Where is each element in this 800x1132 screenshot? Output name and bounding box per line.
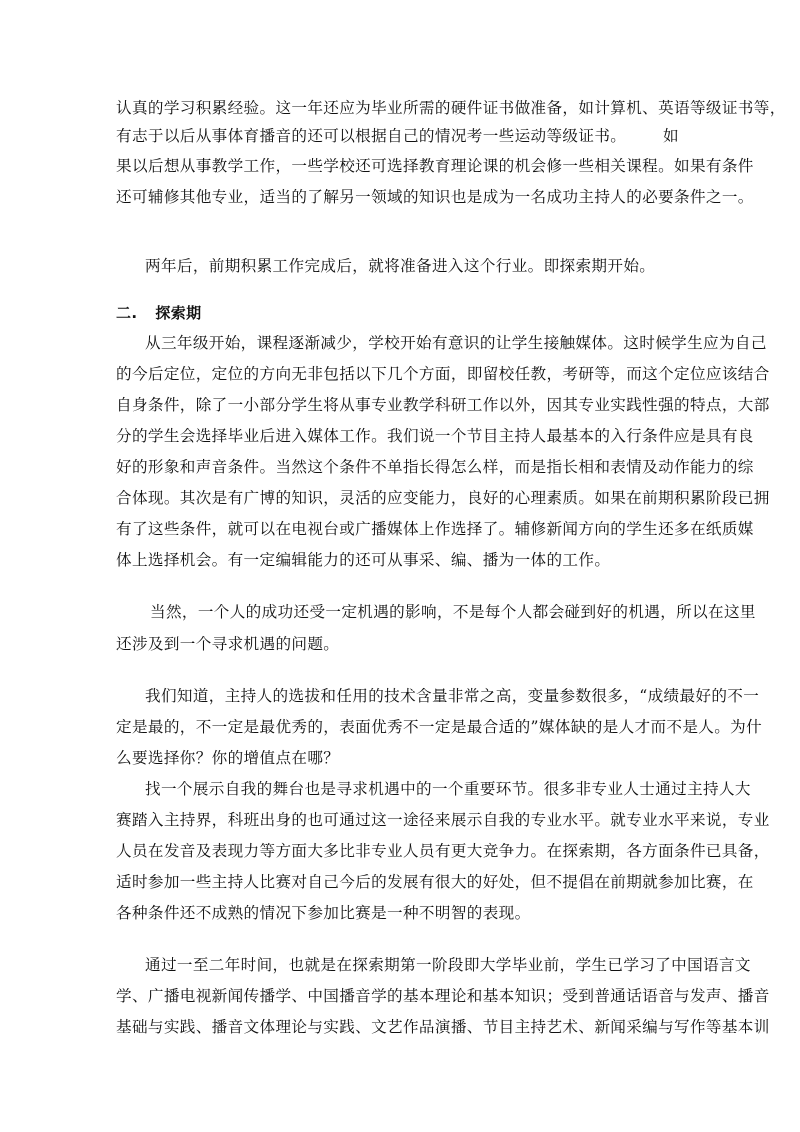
text-line: 我们知道，主持人的选拔和任用的技术含量非常之高，变量参数很多，“成绩最好的不一 [145, 687, 760, 705]
text-line: 好的形象和声音条件。当然这个条件不单指长得怎么样，而是指长相和表情及动作能力的综 [116, 458, 754, 476]
text-line: 果以后想从事教学工作，一些学校还可选择教育理论课的机会修一些相关课程。如果有条件 [116, 157, 754, 175]
text-line: 两年后，前期积累工作完成后，就将准备进入这个行业。即探索期开始。 [145, 257, 656, 275]
text-line: 分的学生会选择毕业后进入媒体工作。我们说一个节目主持人最基本的入行条件应是具有良 [116, 427, 754, 445]
text-line: 赛踏入主持界，科班出身的也可通过这一途径来展示自我的专业水平。就专业水平来说，专业 [116, 811, 770, 829]
section-heading [116, 303, 201, 323]
text-line: 定是最的，不一定是最优秀的，表面优秀不一定是最合适的”媒体缺的是人才而不是人。为什 [116, 718, 763, 736]
text-line: 基础与实践、播音文体理论与实践、文艺作品演播、节目主持艺术、新闻采编与写作等基本训 [116, 1018, 770, 1036]
text-line: 自身条件，除了一小部分学生将从事专业教学科研工作以外，因其专业实践性强的特点，大部 [116, 396, 770, 414]
text-line: 学、广播电视新闻传播学、中国播音学的基本理论和基本知识；受到普通话语音与发声、播音 [116, 987, 770, 1005]
text-line: 么要选择你？你的增值点在哪？ [116, 749, 340, 767]
text-line-fragment: 如 [663, 127, 679, 145]
text-line: 有了这些条件，就可以在电视台或广播媒体上作选择了。辅修新闻方向的学生还多在纸质媒 [116, 520, 754, 538]
section-title: 探索期 [155, 304, 202, 322]
text-line: 有志于以后从事体育播音的还可以根据自己的情况考一些运动等级证书。 [116, 127, 627, 145]
text-line: 通过一至二年时间，也就是在探索期第一阶段即大学毕业前，学生已学习了中国语言文 [145, 956, 751, 974]
text-line: 从三年级开始，课程逐渐减少，学校开始有意识的让学生接触媒体。这时候学生应为自己 [145, 334, 767, 352]
text-line: 的今后定位，定位的方向无非包括以下几个方面，即留校任教，考研等，而这个定位应该结合 [116, 365, 770, 383]
section-number: 二. [116, 304, 138, 322]
text-line: 找一个展示自我的舞台也是寻求机遇中的一个重要环节。很多非专业人士通过主持人大 [145, 780, 751, 798]
text-line: 体上选择机会。有一定编辑能力的还可从事采、编、播为一体的工作。 [116, 551, 611, 569]
text-line: 当然，一个人的成功还受一定机遇的影响，不是每个人都会碰到好的机遇，所以在这里 [150, 603, 756, 621]
text-line: 各种条件还不成熟的情况下参加比赛是一种不明智的表现。 [116, 904, 531, 922]
text-line: 合体现。其次是有广博的知识，灵活的应变能力，良好的心理素质。如果在前期积累阶段已拥 [116, 489, 770, 507]
text-line: 认真的学习积累经验。这一年还应为毕业所需的硬件证书做准备，如计算机、英语等级证书等， [116, 99, 786, 117]
text-line: 还可辅修其他专业，适当的了解另一领域的知识也是成为一名成功主持人的必要条件之一。 [116, 188, 754, 206]
text-line: 人员在发音及表现力等方面大多比非专业人员有更大竞争力。在探索期，各方面条件已具备， [116, 842, 770, 860]
text-line: 还涉及到一个寻求机遇的问题。 [116, 635, 340, 653]
text-line: 适时参加一些主持人比赛对自己今后的发展有很大的好处，但不提倡在前期就参加比赛，在 [116, 873, 754, 891]
